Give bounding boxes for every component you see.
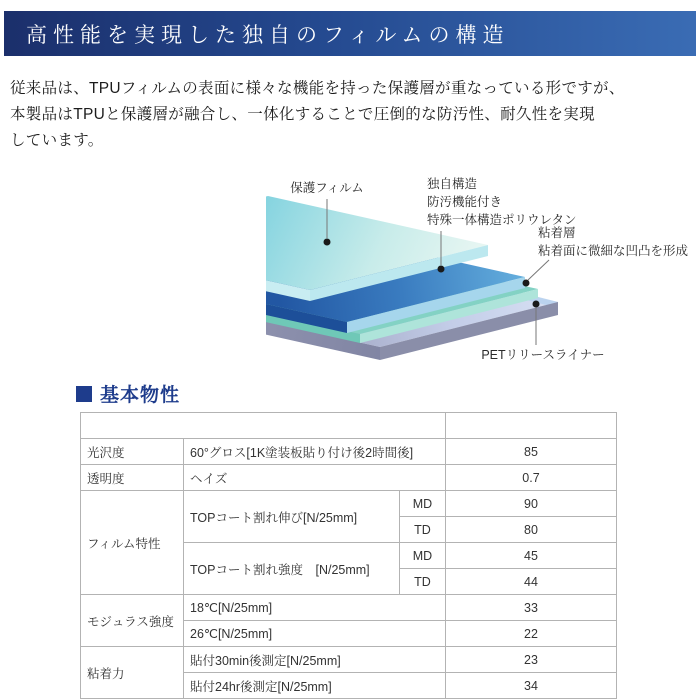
test-cell: 26℃[N/25mm] xyxy=(184,621,446,647)
direction-cell: TD xyxy=(400,517,446,543)
category-cell: 光沢度 xyxy=(81,439,184,465)
label-adhesive-line1: 粘着層 xyxy=(538,226,576,240)
page-header-banner xyxy=(4,11,696,56)
test-cell: TOPコート割れ強度 [N/25mm] xyxy=(184,543,400,595)
film-structure-diagram xyxy=(0,175,700,371)
test-cell: 18℃[N/25mm] xyxy=(184,595,446,621)
product-column-header: ECHELON Headlight PPF xyxy=(446,413,617,439)
label-unique-structure-line3: 特殊一体構造ポリウレタン xyxy=(427,213,577,227)
direction-cell: MD xyxy=(400,543,446,569)
category-cell: 透明度 xyxy=(81,465,184,491)
value-cell: 22 xyxy=(446,621,617,647)
table-row xyxy=(81,647,617,673)
test-cell: ヘイズ xyxy=(184,465,446,491)
direction-cell: TD xyxy=(400,569,446,595)
section-heading-text: 基本物性 xyxy=(100,385,181,406)
intro-line: 従来品は、TPUフィルムの表面に様々な機能を持った保護層が重なっている形ですが、 xyxy=(10,80,625,97)
category-cell: 粘着力 xyxy=(81,647,184,699)
value-cell: 45 xyxy=(446,543,617,569)
category-cell: モジュラス強度 xyxy=(81,595,184,647)
value-cell: 33 xyxy=(446,595,617,621)
value-cell: 0.7 xyxy=(446,465,617,491)
value-cell: 23 xyxy=(446,647,617,673)
intro-line: 本製品はTPUと保護層が融合し、一体化することで圧倒的な防汚性、耐久性を実現 xyxy=(10,106,595,123)
label-adhesive-line2: 粘着面に微細な凹凸を形成 xyxy=(538,244,689,258)
table-row xyxy=(81,595,617,621)
table-row xyxy=(81,465,617,491)
basic-properties-table xyxy=(80,412,617,699)
intro-line: しています。 xyxy=(10,132,104,149)
value-cell: 90 xyxy=(446,491,617,517)
table-row xyxy=(81,491,617,517)
value-cell: 34 xyxy=(446,673,617,699)
test-cell: 貼付30min後測定[N/25mm] xyxy=(184,647,446,673)
section-heading xyxy=(76,380,180,407)
intro-paragraph xyxy=(10,76,696,154)
test-cell: 貼付24hr後測定[N/25mm] xyxy=(184,673,446,699)
value-cell: 80 xyxy=(446,517,617,543)
label-unique-structure-line1: 独自構造 xyxy=(427,177,478,191)
test-cell: 60°グロス[1K塗装板貼り付け後2時間後] xyxy=(184,439,446,465)
table-header-row xyxy=(81,413,617,439)
heading-square-icon xyxy=(76,386,92,402)
direction-cell: MD xyxy=(400,491,446,517)
label-unique-structure-line2: 防汚機能付き xyxy=(427,195,503,209)
test-cell: TOPコート割れ伸び[N/25mm] xyxy=(184,491,400,543)
value-cell: 44 xyxy=(446,569,617,595)
label-pet-liner: PETリリースライナー xyxy=(481,348,605,362)
value-cell: 85 xyxy=(446,439,617,465)
table-row xyxy=(81,439,617,465)
category-cell: フィルム特性 xyxy=(81,491,184,595)
page-title: 高性能を実現した独自のフィルムの構造 xyxy=(26,22,510,47)
diagonal-header-cell xyxy=(81,413,446,439)
film-layers-illustration xyxy=(0,175,700,371)
label-protective-film: 保護フィルム xyxy=(290,181,364,195)
